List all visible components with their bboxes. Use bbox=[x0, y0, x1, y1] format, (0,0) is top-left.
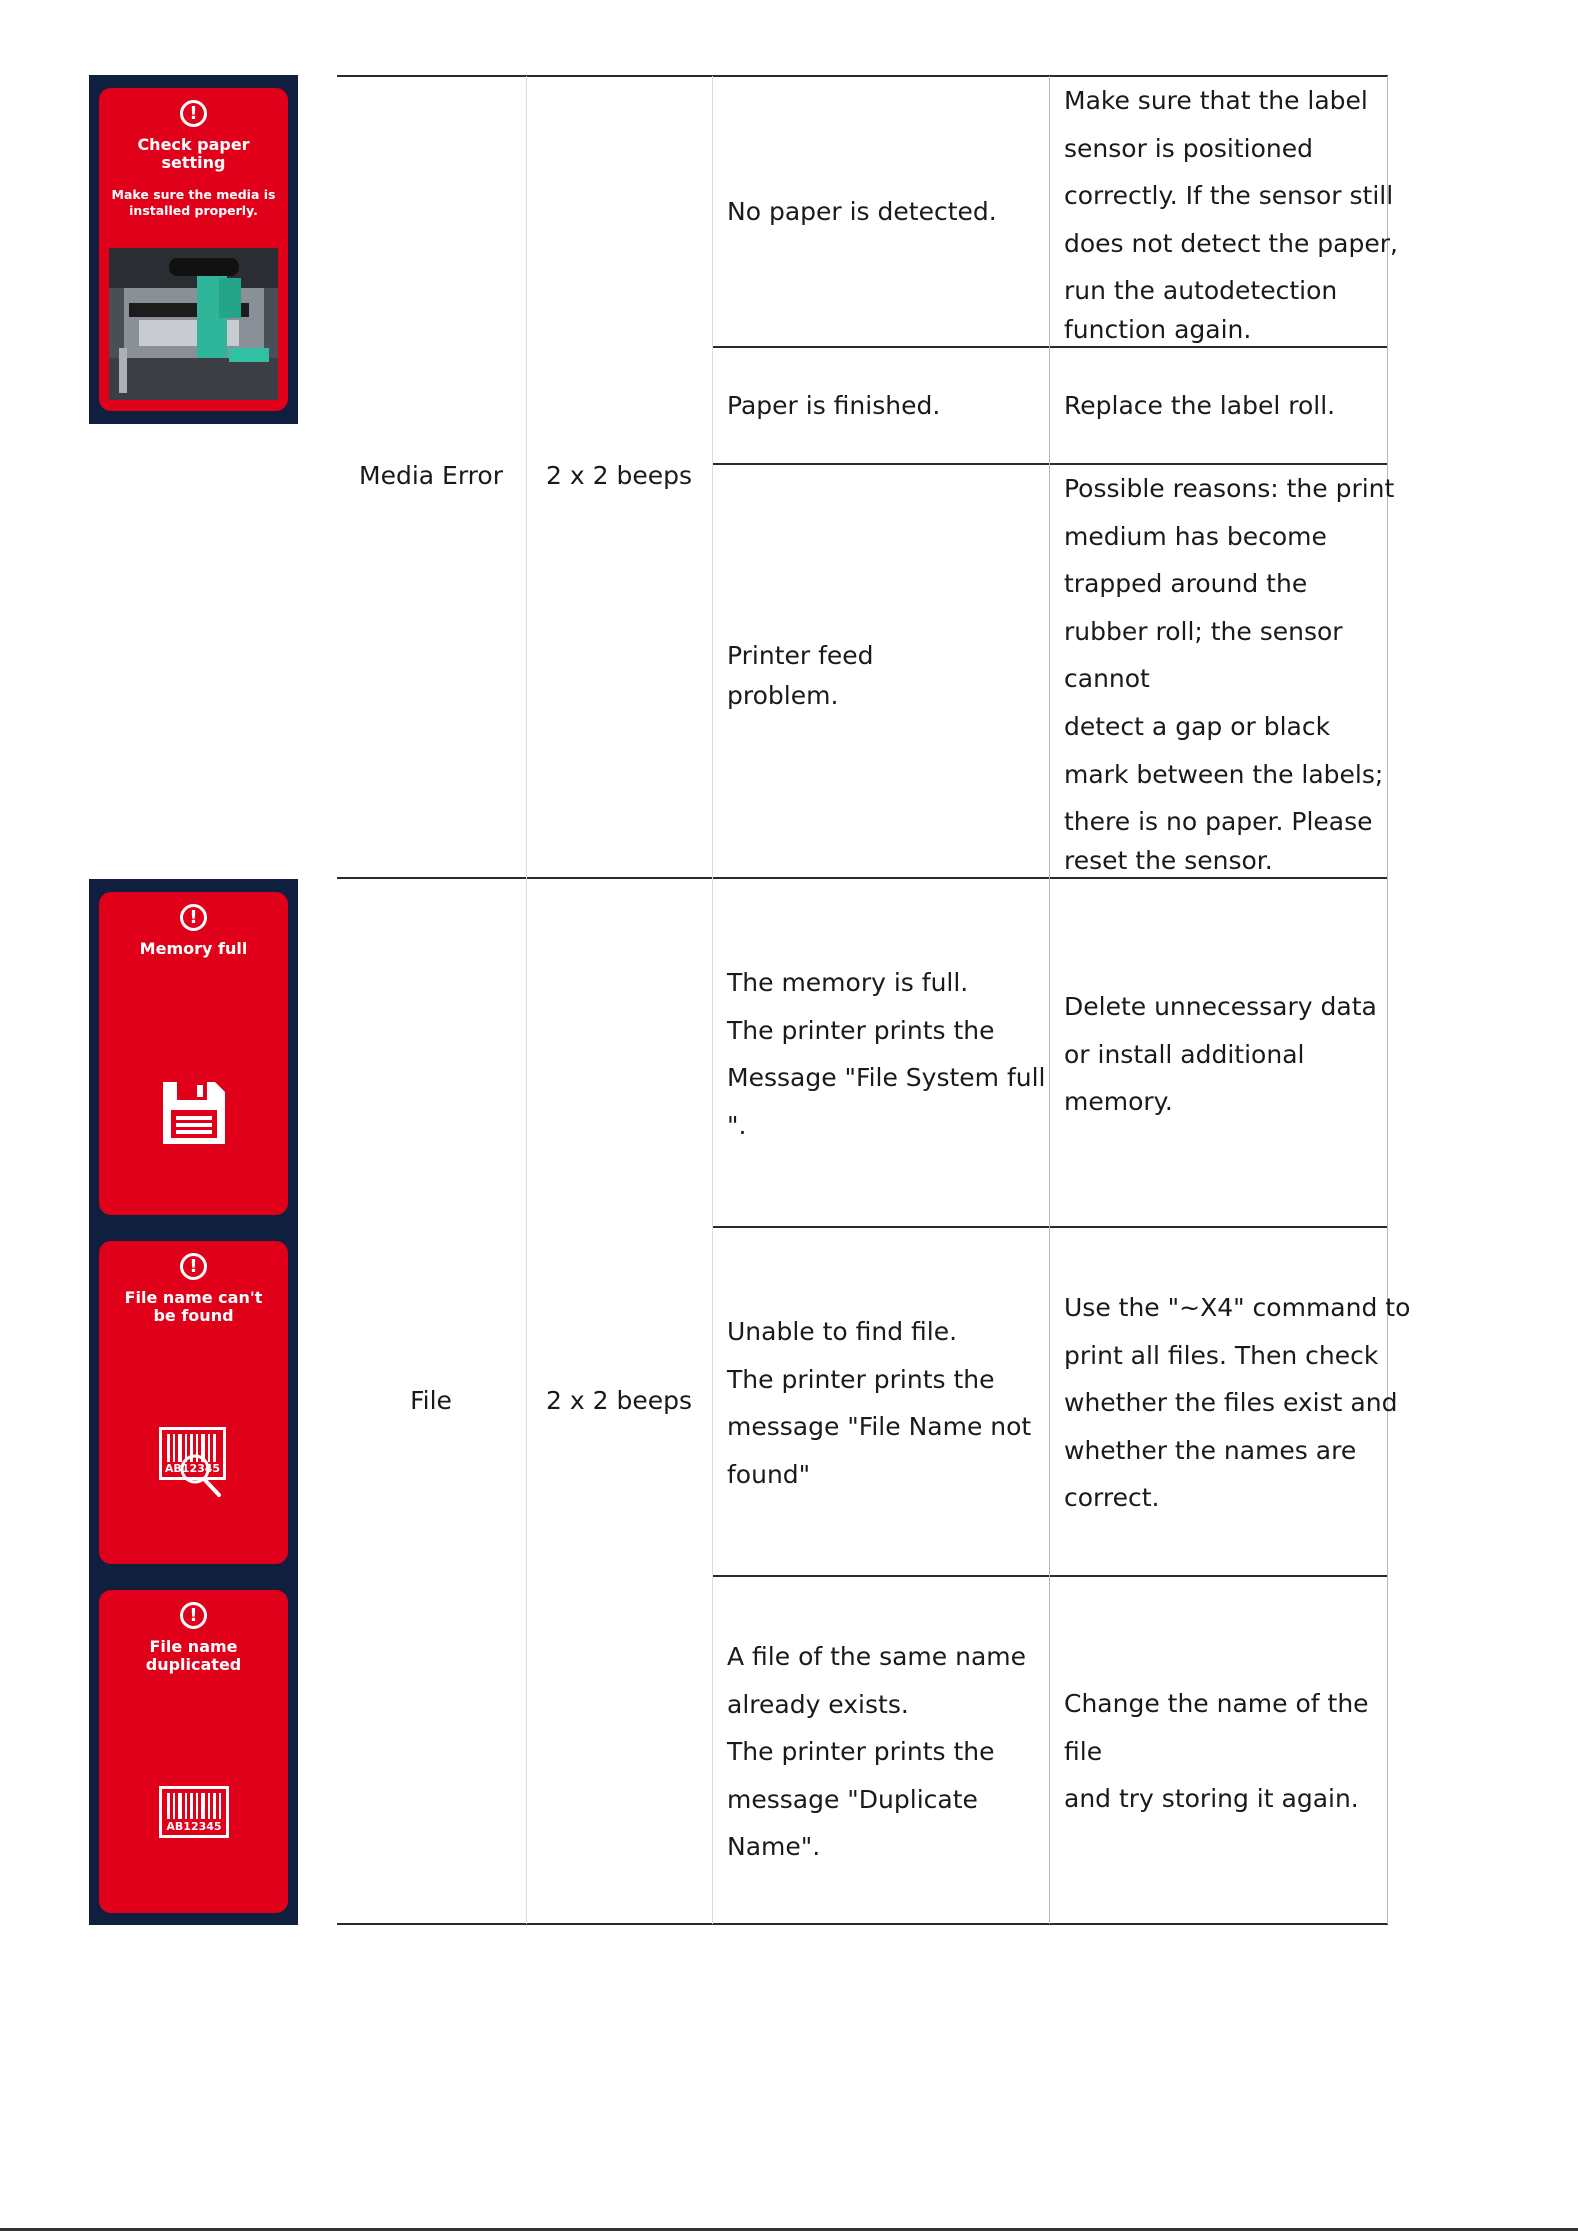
screen-title-check-paper: Check paper setting bbox=[137, 135, 250, 172]
screen-title-memory-full: Memory full bbox=[139, 939, 248, 958]
row-divider-file-2 bbox=[712, 1575, 1388, 1577]
col-divider-2 bbox=[712, 76, 713, 1924]
cause-feed-problem: Printer feed problem. bbox=[727, 641, 874, 710]
cause-file-not-found: Unable to find file. The printer prints the message "File Name not found" bbox=[727, 1317, 1032, 1489]
screen-check-paper bbox=[89, 75, 298, 424]
solution-file-not-found: Use the "~X4" command to print all files. Then check whether the files exist and whether the names are correct. bbox=[1064, 1293, 1411, 1513]
table-right-border bbox=[1387, 76, 1388, 1924]
solution-paper-finished: Replace the label roll. bbox=[1064, 391, 1336, 420]
solution-feed-problem: Possible reasons: the print medium has become trapped around the rubber roll; the sensor cannot detect a gap or black mark between the labels; there is no paper. Please reset the sensor. bbox=[1064, 474, 1395, 875]
solution-duplicate-name: Change the name of the file and try storing it again. bbox=[1064, 1689, 1369, 1814]
col-divider-1 bbox=[526, 76, 527, 1924]
barcode-icon bbox=[159, 1786, 229, 1842]
barcode-label: AB12345 bbox=[164, 1462, 221, 1475]
cause-memory-full: The memory is full. The printer prints the Message "File System full ". bbox=[727, 968, 1046, 1140]
screen-card-duplicate-name bbox=[99, 1590, 288, 1913]
beep-pattern-media: 2 x 2 beeps bbox=[546, 461, 692, 490]
alert-icon: ! bbox=[180, 1602, 207, 1629]
table-bottom-border bbox=[337, 1923, 1388, 1925]
screen-title-file-not-found: File name can't be found bbox=[124, 1288, 263, 1325]
alert-icon: ! bbox=[180, 904, 207, 931]
cause-paper-finished: Paper is finished. bbox=[727, 391, 941, 420]
beep-pattern-file: 2 x 2 beeps bbox=[546, 1386, 692, 1415]
solution-memory-full: Delete unnecessary data or install additional memory. bbox=[1064, 992, 1377, 1117]
cause-duplicate-name: A file of the same name already exists. The printer prints the message "Duplicate Name". bbox=[727, 1642, 1027, 1862]
row-divider-media-file bbox=[337, 877, 1388, 879]
screen-card-memory-full bbox=[99, 892, 288, 1215]
barcode-label: AB12345 bbox=[166, 1820, 222, 1833]
screen-title-duplicate-name: File name duplicated bbox=[145, 1637, 242, 1674]
col-divider-3 bbox=[1049, 76, 1050, 1924]
error-type-file: File bbox=[410, 1386, 452, 1415]
error-type-media: Media Error bbox=[359, 461, 503, 490]
screen-card-file-not-found bbox=[99, 1241, 288, 1564]
printer-mechanism-photo bbox=[109, 248, 278, 400]
cause-no-paper: No paper is detected. bbox=[727, 197, 997, 226]
screen-card-check-paper bbox=[99, 88, 288, 411]
alert-icon: ! bbox=[180, 100, 207, 127]
alert-icon: ! bbox=[180, 1253, 207, 1280]
row-divider-media-1 bbox=[712, 346, 1388, 348]
floppy-disk-icon bbox=[161, 1080, 227, 1150]
row-divider-file-1 bbox=[712, 1226, 1388, 1228]
screen-panel-file bbox=[89, 879, 298, 1925]
screen-subtitle-check-paper: Make sure the media is installed properly. bbox=[111, 187, 276, 218]
barcode-search-icon bbox=[159, 1427, 229, 1503]
solution-no-paper: Make sure that the label sensor is positioned correctly. If the sensor still does not detect the paper, run the autodetection function again. bbox=[1064, 86, 1398, 344]
